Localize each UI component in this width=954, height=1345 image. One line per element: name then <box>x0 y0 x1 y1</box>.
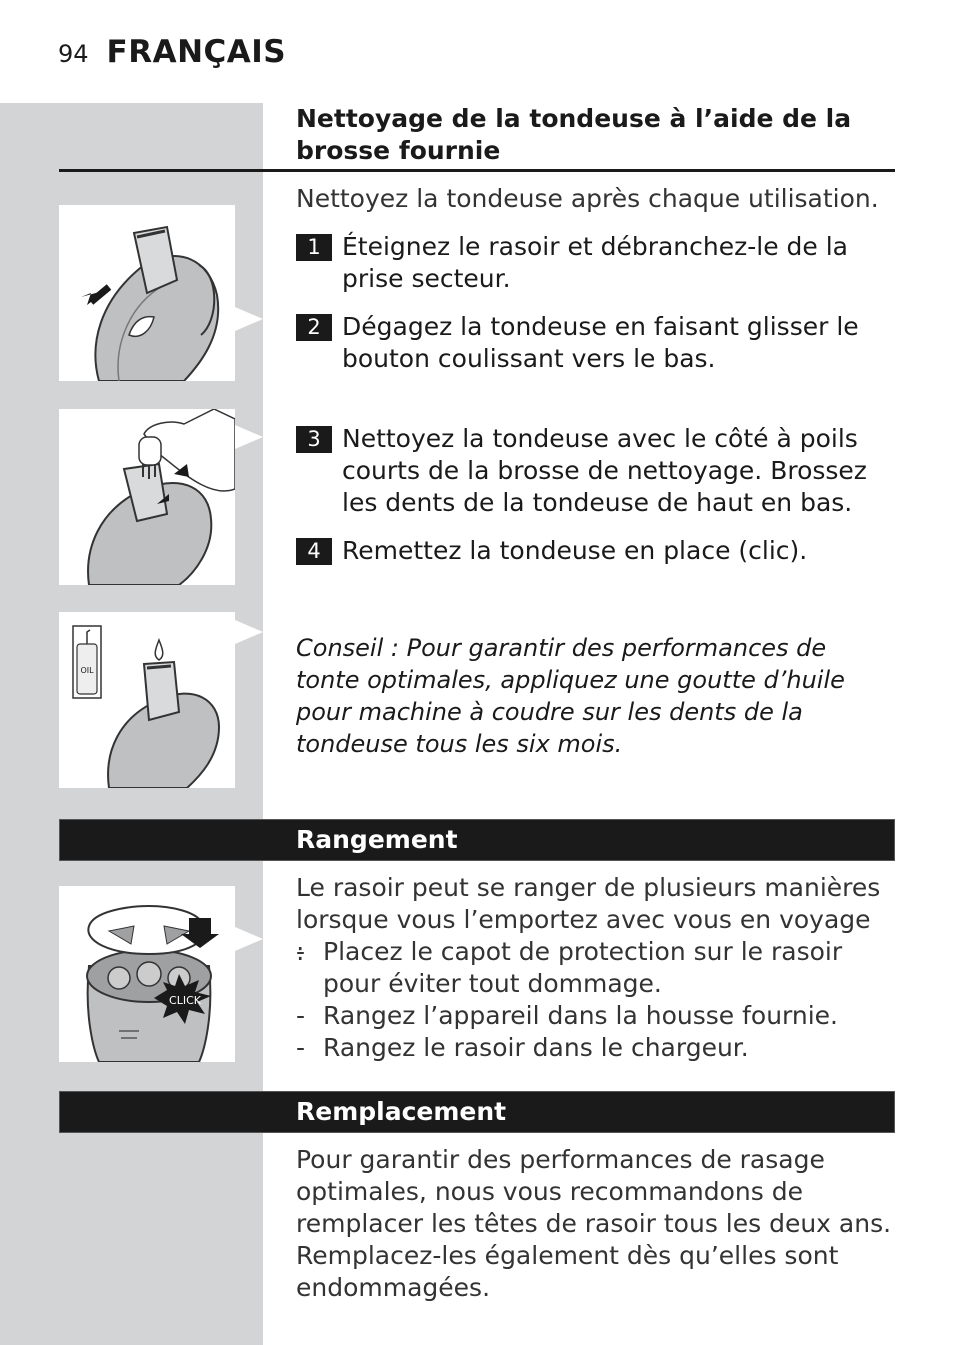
replacement-text: Pour garantir des performances de rasage optimales, nous vous recommandons de remplacer les têtes de rasoir tous les deux ans. Remplacez-les également dès qu’elles sont endommagées. <box>296 1145 892 1302</box>
replacement-header-band <box>59 1091 895 1133</box>
step-3 <box>296 423 886 519</box>
page-header <box>58 34 286 74</box>
storage-intro: Le rasoir peut se ranger de plusieurs manières lorsque vous l’emportez avec vous en voyage : <box>296 873 881 966</box>
title-rule <box>59 169 895 172</box>
oil-label: OIL <box>80 666 94 675</box>
list-item: - Rangez l’appareil dans la housse fournie. <box>296 1000 886 1032</box>
step-4 <box>296 535 886 567</box>
step-1 <box>296 231 886 295</box>
step-text: Remettez la tondeuse en place (clic). <box>342 536 808 565</box>
illustration-pointer <box>235 620 263 644</box>
step-number: 4 <box>296 538 332 565</box>
step-number: 1 <box>296 234 332 261</box>
step-text: Éteignez le rasoir et débranchez-le de la prise secteur. <box>342 232 848 293</box>
list-item: - Placez le capot de protection sur le rasoir pour éviter tout dommage. <box>296 936 886 1000</box>
cleaning-tip: Conseil : Pour garantir des performances de tonte optimales, appliquez une goutte d’huile pour machine à coudre sur les dents de la tondeuse tous les six mois. <box>296 634 845 758</box>
step-number: 3 <box>296 426 332 453</box>
illustration-pointer <box>235 307 263 331</box>
replacement-title: Remplacement <box>296 1097 507 1126</box>
list-item: - Rangez le rasoir dans le chargeur. <box>296 1032 886 1064</box>
click-label: CLICK <box>169 994 201 1007</box>
storage-list <box>296 936 886 1064</box>
page-number: 94 <box>58 40 89 68</box>
illustration-pointer <box>235 425 263 449</box>
illustration-brush-cleaning <box>59 409 235 585</box>
storage-title: Rangement <box>296 825 458 854</box>
illustration-pointer <box>235 927 263 951</box>
step-2 <box>296 311 886 375</box>
illustration-trimmer-release <box>59 205 235 381</box>
illustration-oil-trimmer <box>59 612 235 788</box>
cleaning-title: Nettoyage de la tondeuse à l’aide de la brosse fournie <box>296 104 852 165</box>
step-text: Dégagez la tondeuse en faisant glisser le bouton coulissant vers le bas. <box>342 312 859 373</box>
storage-header-band <box>59 819 895 861</box>
step-number: 2 <box>296 314 332 341</box>
illustration-protective-cap <box>59 886 235 1062</box>
cleaning-intro: Nettoyez la tondeuse après chaque utilisation. <box>296 184 879 213</box>
page-language: FRANÇAIS <box>106 34 287 70</box>
step-text: Nettoyez la tondeuse avec le côté à poils courts de la brosse de nettoyage. Brossez les dents de la tondeuse de haut en bas. <box>342 424 867 517</box>
